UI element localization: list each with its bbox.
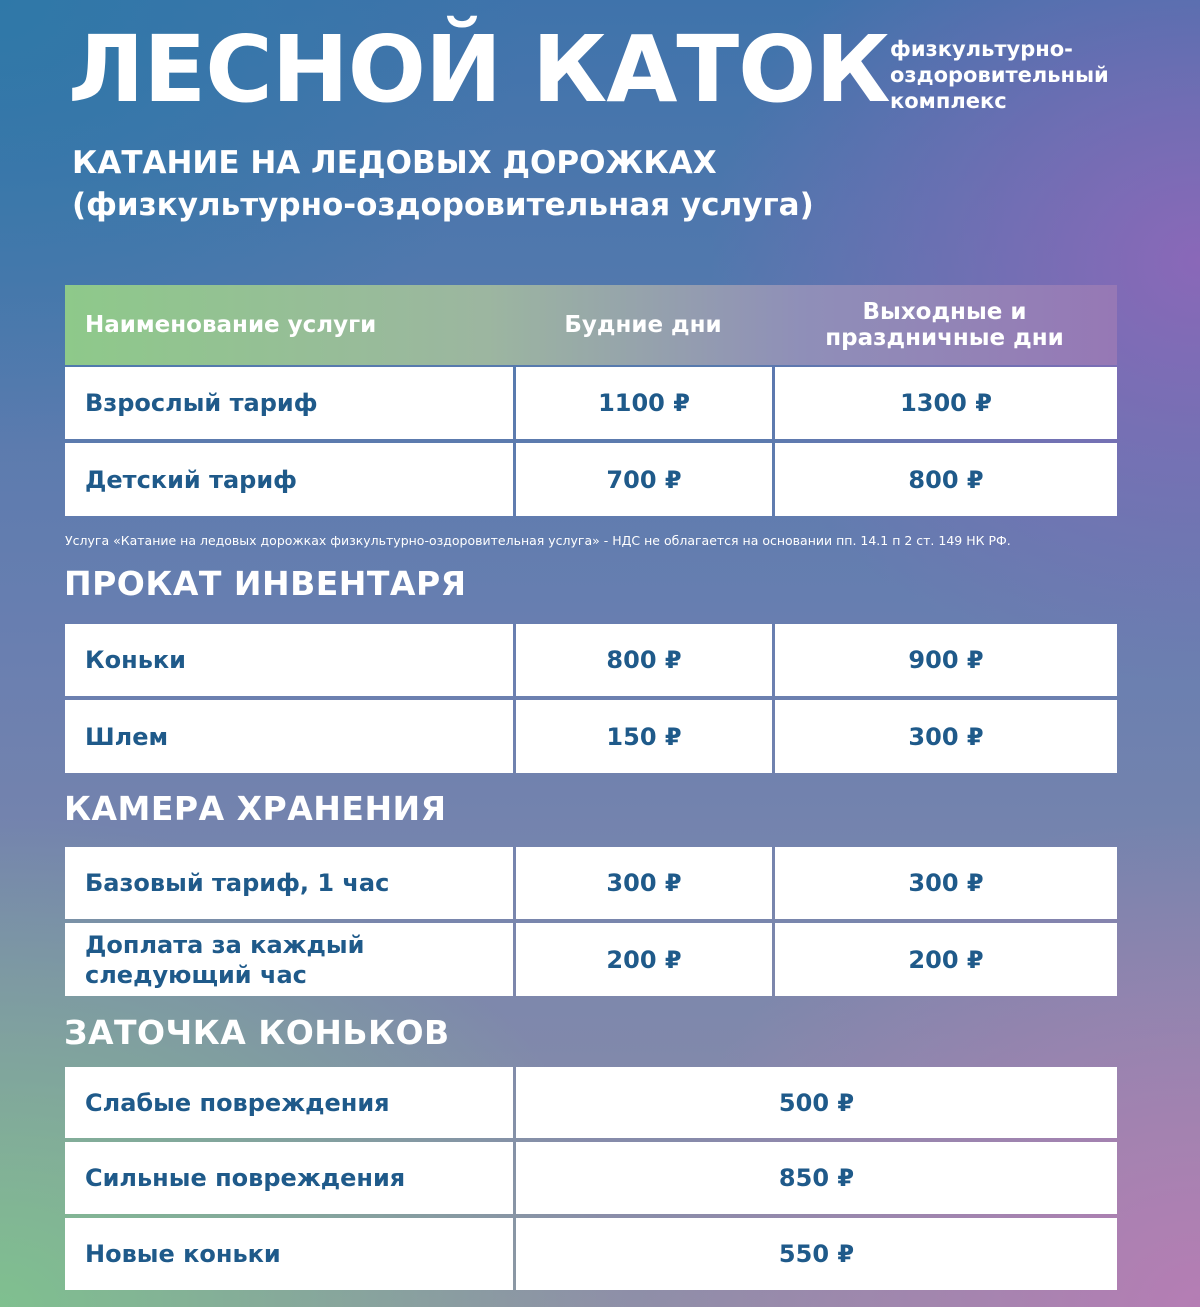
weekday-price: 150 ₽	[516, 700, 772, 773]
weekend-price: 200 ₽	[775, 923, 1117, 996]
weekend-price: 800 ₽	[775, 443, 1117, 516]
brand-subtitle	[890, 36, 1190, 114]
weekend-price: 1300 ₽	[775, 367, 1117, 439]
service-name: Шлем	[65, 700, 513, 773]
table-row	[65, 367, 1117, 439]
service-name: Коньки	[65, 624, 513, 696]
weekend-price: 900 ₽	[775, 624, 1117, 696]
section-title-sharpening: ЗАТОЧКА КОНЬКОВ	[64, 1013, 450, 1052]
weekday-price: 1100 ₽	[516, 367, 772, 439]
weekday-price: 300 ₽	[516, 847, 772, 919]
service-name: Взрослый тариф	[65, 367, 513, 439]
service-name: Новые коньки	[65, 1218, 513, 1290]
brand-subtitle-line: комплекс	[890, 89, 1007, 113]
service-name: Детский тариф	[65, 443, 513, 516]
price: 500 ₽	[516, 1067, 1117, 1138]
header-weekdays: Будние дни	[564, 312, 722, 338]
weekday-price: 700 ₽	[516, 443, 772, 516]
table-header	[65, 285, 1117, 365]
heading-line: КАТАНИЕ НА ЛЕДОВЫХ ДОРОЖКАХ	[72, 145, 717, 181]
service-name: Доплата за каждый следующий час	[65, 923, 513, 996]
heading-line: (физкультурно-оздоровительная услуга)	[72, 187, 814, 223]
header-service-name: Наименование услуги	[85, 312, 377, 338]
section-title-storage: КАМЕРА ХРАНЕНИЯ	[64, 789, 447, 828]
weekend-price: 300 ₽	[775, 700, 1117, 773]
service-name: Базовый тариф, 1 час	[65, 847, 513, 919]
weekend-price: 300 ₽	[775, 847, 1117, 919]
service-name: Сильные повреждения	[65, 1142, 513, 1214]
table-row	[65, 443, 1117, 516]
table-row	[65, 700, 1117, 773]
table-row	[65, 1067, 1117, 1138]
table-row	[65, 624, 1117, 696]
price: 550 ₽	[516, 1218, 1117, 1290]
section-title-rental: ПРОКАТ ИНВЕНТАРЯ	[64, 564, 467, 603]
service-name: Слабые повреждения	[65, 1067, 513, 1138]
vat-note: Услуга «Катание на ледовых дорожках физкультурно-оздоровительная услуга» - НДС не облагается на основании пп. 14.1 п 2 ст. 149 НК РФ.	[65, 533, 1011, 548]
table-row	[65, 923, 1117, 996]
header-weekends: Выходные и праздничные дни	[825, 299, 1064, 351]
weekday-price: 200 ₽	[516, 923, 772, 996]
price: 850 ₽	[516, 1142, 1117, 1214]
table-row	[65, 1142, 1117, 1214]
table-row	[65, 1218, 1117, 1290]
weekday-price: 800 ₽	[516, 624, 772, 696]
brand-title: ЛЕСНОЙ КАТОК	[68, 16, 890, 123]
brand-subtitle-line: оздоровительный	[890, 63, 1109, 87]
page-heading	[72, 142, 814, 226]
table-row	[65, 847, 1117, 919]
brand-subtitle-line: физкультурно-	[890, 37, 1073, 61]
